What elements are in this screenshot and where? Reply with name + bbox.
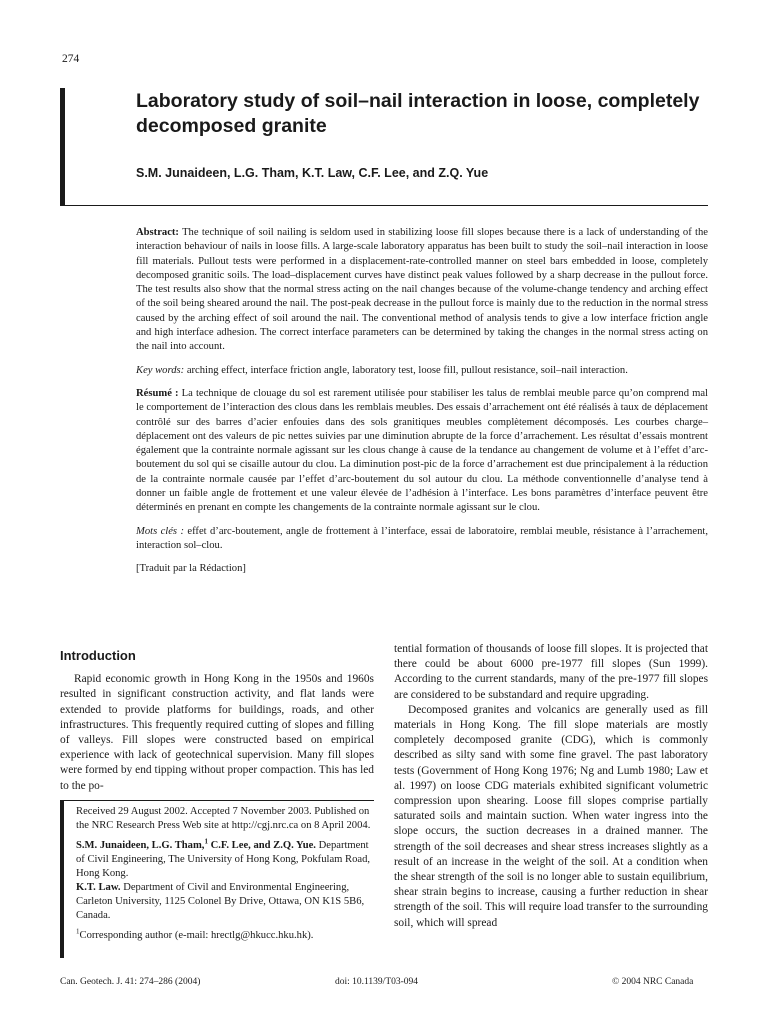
mots-cles	[136, 525, 708, 554]
notes-box-top-rule	[60, 800, 374, 801]
corresponding-sup: 1	[76, 927, 80, 936]
resume-text: La technique de clouage du sol est rarement utilisée pour stabiliser les talus de remblai meuble parce qu’on comprend mal le comportement de l’interaction des clous dans les remblais meubles. Des essais d’arrachement ont été réalisés à taux de déplacement contrôlé sur des barres d’acier enfouies dans des sols granitiques meubles complètement décomposés. Les courbes charge–déplacement ont des valeurs de pic nettes suivies par une diminution abrupte de la force d’arrachement. Les résultat d’essais montrent également que la contrainte normale agissant sur les clous change à cause de la tendance au changement de volume et à l’effet d’arc-boutement du sol qui se cisaille autour du clou. La diminution post-pic de la force d’arrachement est due principalement à la réduction de la contrainte normale causée par l’effet d’arc-boutement du sol autour du clou. La méthode conventionnelle d’analyse tend à donner un faible angle de frottement et une valeur élevée de l’adhésion à l’interface. Les bons paramètres d’interface peuvent être déterminés en prenant en compte les changements de la contrainte normale agissant sur le clou.	[136, 387, 708, 514]
received-note: Received 29 August 2002. Accepted 7 November 2003. Published on the NRC Research Press Web site at http://cgj.nrc.ca on 8 April 2004.	[76, 806, 371, 831]
introduction-paragraph-1: Rapid economic growth in Hong Kong in the 1950s and 1960s resulted in significant construction activity, and flat lands were extended to provide platforms for buildings, roads, and other infrastructures. This frequently required cutting of slopes and filling of valleys. Fill slopes were constructed based on empirical experience with lack of geotechnical supervision. Many fill slopes were formed by end tipping without proper compaction. This has led to the po-	[60, 673, 374, 792]
doi: doi: 10.1139/T03-094	[335, 977, 419, 987]
notes-box-left-rule	[60, 800, 64, 958]
resume-label: Résumé :	[136, 387, 179, 399]
title-bar-rule	[60, 88, 65, 206]
copyright: © 2004 NRC Canada	[612, 977, 694, 987]
keywords-label: Key words:	[136, 364, 185, 376]
title-bottom-rule	[60, 205, 708, 206]
abstract-text: The technique of soil nailing is seldom used in stabilizing loose fill slopes because there is a lack of understanding of the interaction behaviour of nails in loose fills. A large-scale laboratory apparatus has been built to study the soil–nail interaction in loose fill materials. Pullout tests were performed in a displacement-rate-controlled manner on steel bars embedded in loose, completely decomposed granitic soils. The load–displacement curves have distinct peak values followed by a sharp decrease in the pullout force. The test results also show that the normal stress acting on the nail changes because of the volume-change tendency and arching effect of the soil being sheared around the nail. The post-peak decrease in the pullout force is mainly due to the reduction in the normal stress caused by the arching effect of soil around the nail. The conventional method of analysis tends to give a low interface friction angle and high interface adhesion. The correct interface parameters can be determined by taking the changes in the normal stress acting on the nail into account.	[136, 227, 708, 353]
affiliation-1-names-b: C.F. Lee, and Z.Q. Yue.	[207, 840, 316, 851]
affiliation-2-names: K.T. Law.	[76, 882, 121, 893]
affiliation-1-sup: 1	[204, 837, 208, 846]
translation-note: [Traduit par la Rédaction]	[136, 563, 246, 575]
introduction-paragraph-1-continued: tential formation of thousands of loose fill slopes. It is projected that there could be about 6000 pre-1977 fill slopes (Sun 1999). According to the current standards, many of the pre-1977 fill slopes are considered to be substandard and require upgrading.	[394, 643, 708, 701]
corresponding-text: Corresponding author (e-mail: hrectlg@hkucc.hku.hk).	[79, 930, 314, 941]
mots-cles-label: Mots clés :	[136, 525, 184, 537]
page-number: 274	[62, 53, 80, 65]
author-list: S.M. Junaideen, L.G. Tham, K.T. Law, C.F. Lee, and Z.Q. Yue	[136, 166, 489, 180]
introduction-heading: Introduction	[60, 648, 136, 663]
abstract-section	[136, 226, 708, 586]
affiliation-1-names-a: S.M. Junaideen, L.G. Tham,	[76, 840, 205, 851]
abstract-label: Abstract:	[136, 227, 179, 238]
article-notes	[76, 805, 372, 949]
keywords	[136, 364, 708, 378]
affiliation-2-text: Department of Civil and Environmental Engineering, Carleton University, 1125 Colonel By Drive, Ottawa, ON K1S 5B6, Canada.	[76, 882, 365, 921]
keywords-text: arching effect, interface friction angle, laboratory test, loose fill, pullout resistance, soil–nail interaction.	[184, 364, 628, 376]
introduction-paragraph-2: Decomposed granites and volcanics are generally used as fill materials in Hong Kong. The fill slope materials are mostly completely decomposed granite (CDG), which is commonly described as silty sand with some fine gravel. The past laboratory tests (Government of Hong Kong 1976; Ng and Lumb 1980; Law et al. 1997) on loose CDG materials exhibited significant volumetric compression upon shearing. Loose fill slopes comprise partially saturated soils and maintain suction. When water ingress into the slope occurs, the suction decreases in a drained manner. The strength of the soil decreases and shear stress increases slightly as a result of an increase in the weight of the soil. At a condition when the shear strength of the soil is no longer able to sustain equilibrium, shear strain begins to increase, causing a further reduction in shear strength of the soil. This will require load transfer to the surrounding soil, which will spread	[394, 703, 708, 929]
resume	[136, 387, 708, 516]
corresponding-author	[76, 929, 372, 943]
affiliation-1	[76, 839, 372, 923]
left-column	[60, 640, 374, 794]
mots-cles-text: effet d’arc-boutement, angle de frottement à l’interface, essai de laboratoire, remblai meuble, résistance à l’arrachement, interaction sol–clou.	[136, 525, 708, 551]
journal-citation: Can. Geotech. J. 41: 274–286 (2004)	[60, 977, 201, 987]
abstract	[136, 226, 708, 355]
article-title: Laboratory study of soil–nail interaction in loose, completely decomposed granite	[136, 90, 700, 137]
right-column	[394, 642, 708, 931]
affiliation-1-text: Department of Civil Engineering, The University of Hong Kong, Pokfulam Road, Hong Kong.	[76, 840, 371, 879]
